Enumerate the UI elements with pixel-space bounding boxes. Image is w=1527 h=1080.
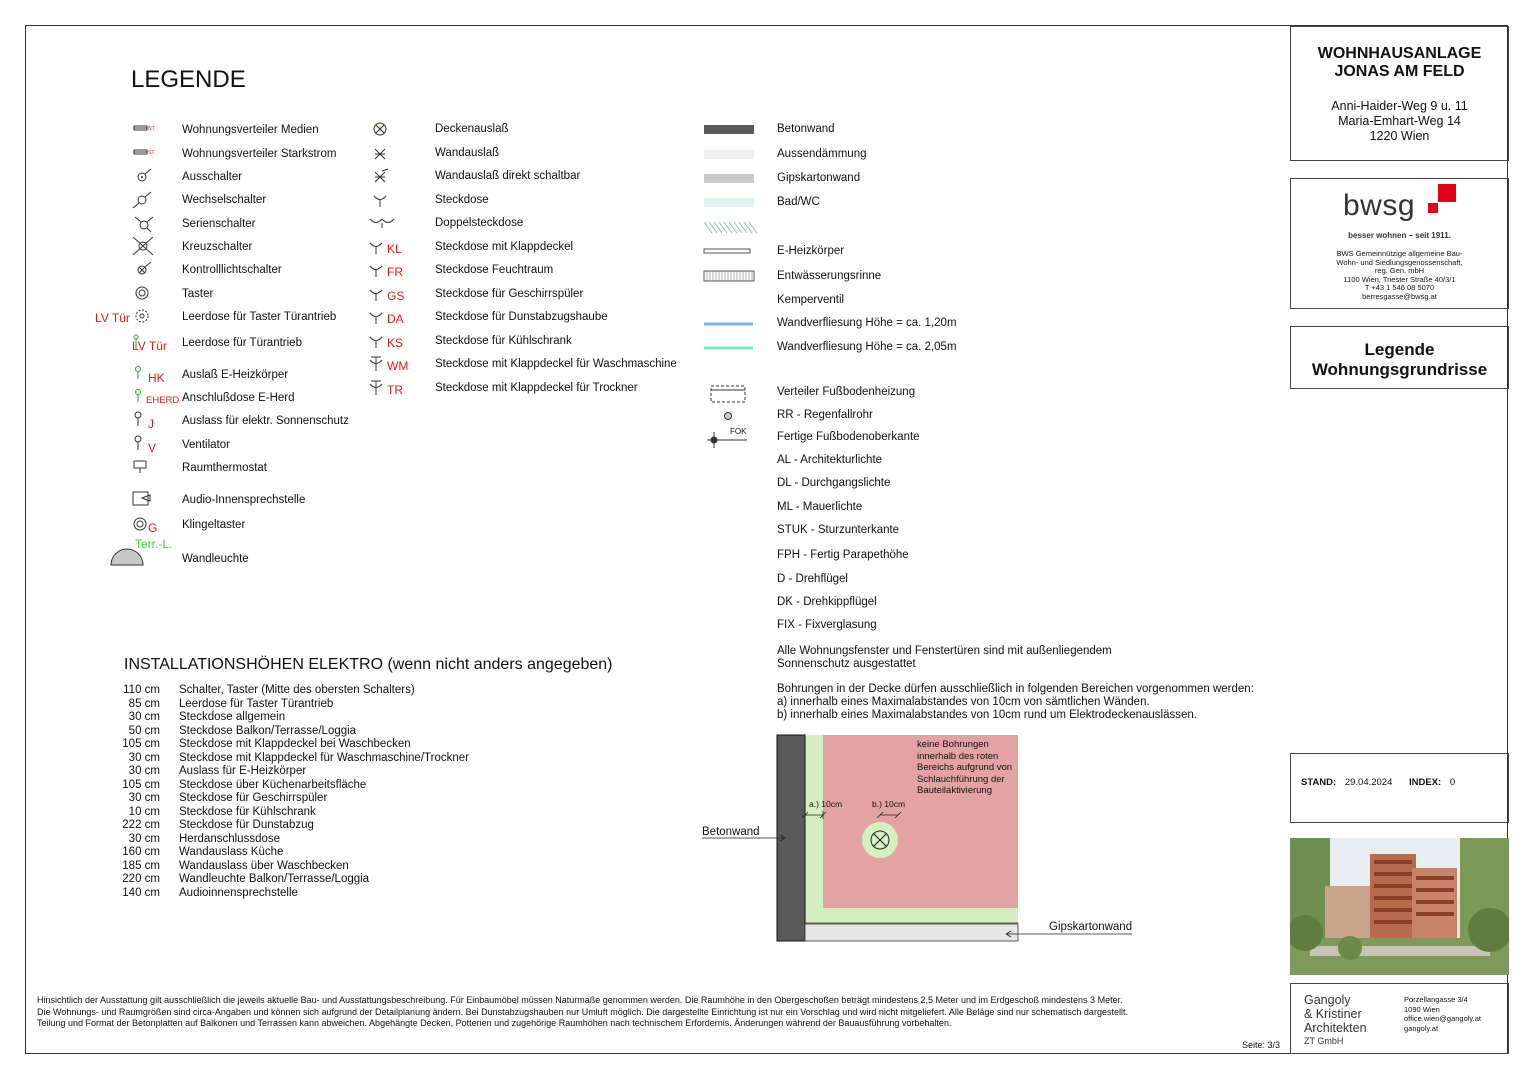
installation-height: 105 cm	[122, 778, 160, 791]
installation-height: 85 cm	[128, 697, 160, 710]
kreuzschalter-icon	[130, 237, 156, 262]
legend-label: Doppelsteckdose	[435, 217, 524, 229]
legend-tag: KS	[387, 335, 404, 350]
legend-label: Steckdose Feuchtraum	[435, 264, 554, 276]
footer-disclaimer	[37, 995, 1128, 1030]
installation-description: Steckdose mit Klappdeckel für Waschmaschine/Trockner	[179, 751, 469, 764]
company-line: 1100 Wien, Triester Straße 40/3/1	[1343, 274, 1456, 284]
company-line: T +43 1 546 08 5070	[1364, 283, 1435, 293]
architect-name: Gangoly	[1304, 993, 1351, 1007]
gipskartonwand-swatch	[703, 171, 757, 196]
legend-label: Kontrolllichtschalter	[182, 264, 282, 276]
legend-label: Steckdose für Dunstabzugshaube	[435, 311, 608, 323]
installation-description: Steckdose für Kühlschrank	[179, 805, 316, 818]
legend-label: Raumthermostat	[182, 462, 268, 474]
legend-tag: WM	[387, 359, 409, 373]
note-line: b) innerhalb eines Maximalabstandes von 10cm rund um Elektrodeckenauslässen.	[777, 709, 1197, 721]
legend-label: E-Heizkörper	[777, 245, 845, 257]
legend-tag: Terr.-L.	[135, 537, 173, 551]
architect-address-line: gangoly.at	[1404, 1023, 1439, 1033]
green-line-icon	[703, 340, 757, 365]
legend-label: DK - Drehkippflügel	[777, 596, 877, 608]
installation-height: 105 cm	[122, 738, 160, 750]
legend-label: Fertige Fußbodenoberkante	[777, 431, 920, 443]
installation-description: Steckdose für Dunstabzug	[179, 819, 314, 831]
note-line: innerhalb des roten	[917, 750, 999, 762]
installation-description: Herdanschlussdose	[179, 832, 281, 845]
architect-address-line: office.wien@gangoly.at	[1404, 1014, 1481, 1023]
raumthermostat-icon	[130, 458, 156, 483]
drawing-title-box	[1290, 326, 1509, 389]
legend-tag: G	[148, 521, 158, 535]
gipskartonwand-callout: Gipskartonwand	[1049, 921, 1133, 933]
dimension-a: a.) 10cm	[809, 799, 843, 809]
architect-address-line: 1090 Wien	[1404, 1004, 1440, 1014]
installation-row	[110, 684, 415, 698]
installation-row	[110, 832, 281, 847]
legend-label: Aussendämmung	[777, 148, 867, 160]
leerdose-taster-icon	[130, 307, 156, 332]
legend-tag: GS	[387, 288, 405, 303]
legend-label: Kreuzschalter	[182, 241, 253, 253]
legend-label: Deckenauslaß	[435, 123, 509, 135]
legend-tag: V	[148, 441, 157, 455]
legend-label: Ausschalter	[182, 171, 243, 183]
installation-description: Leerdose für Taster Türantrieb	[179, 697, 334, 710]
footer-line: Hinsichtlich der Ausstattung gilt ausschließlich die jeweils aktuelle Bau- und Ausstattungsbeschreibung. Für Einbaumöbel müssen Naturmaße genommen werden. Die Raumhöhe in den Obergeschoßen beträgt mindestens 2,5 Meter und im Erdgeschoß mindestens 3 Meter.	[37, 995, 1123, 1005]
wandauslass-icon	[368, 144, 396, 169]
legend-label: Wechselschalter	[182, 194, 267, 206]
stand-box	[1290, 753, 1509, 823]
fok-tag: FOK	[730, 427, 747, 436]
legend-label: Wandauslaß direkt schaltbar	[435, 170, 581, 182]
note-line: keine Bohrungen	[917, 739, 989, 750]
legend-label: Taster	[182, 288, 214, 300]
verteiler-medien-icon	[130, 120, 156, 145]
legend-label: Auslaß E-Heizkörper	[182, 369, 289, 381]
installation-description: Auslass für E-Heizkörper	[179, 765, 307, 777]
architect-name: Architekten	[1304, 1021, 1367, 1035]
installation-height: 160 cm	[122, 846, 160, 858]
architect-name: & Kristiner	[1304, 1007, 1362, 1021]
index-label: INDEX:	[1409, 777, 1442, 788]
drilling-diagram	[700, 734, 1140, 948]
project-box	[1290, 26, 1509, 161]
ausschalter-icon	[130, 167, 156, 192]
hatch-swatch	[703, 220, 757, 245]
installation-description: Wandauslass Küche	[179, 846, 284, 858]
page-number: Seite: 3/3	[1242, 1040, 1281, 1050]
footer-line: Die Wohnungs- und Raumgrößen sind circa-Angaben und können sich aufgrund der Detailplanung ändern. Bei Dunstabzugshauben nur Umluft möglich. Die dargestellte Einrichtung ist nur ein Vorschlag und wird nicht mitgeliefert. Alle Beläge sind nur schematisch dargestellt.	[37, 1006, 1128, 1017]
bwsg-logo: bwsg	[1343, 189, 1416, 222]
steckdose-icon	[368, 191, 396, 216]
project-name: WOHNHAUSANLAGE	[1317, 45, 1482, 62]
legend-label: DL - Durchgangslichte	[777, 477, 891, 489]
entwaesserungsrinne-icon	[703, 269, 757, 294]
installation-row	[110, 765, 307, 779]
index-value: 0	[1449, 777, 1456, 788]
verteiler-starkstrom-icon	[130, 144, 156, 169]
legend-label: Wandverfliesung Höhe = ca. 2,05m	[777, 341, 957, 353]
installation-description: Steckdose Balkon/Terrasse/Loggia	[179, 724, 357, 737]
legend-label: Wandauslaß	[435, 146, 500, 159]
installation-height: 185 cm	[122, 859, 160, 872]
e-heizkoerper-icon	[703, 244, 757, 269]
legend-label: Betonwand	[777, 123, 835, 135]
legend-label: Steckdose für Geschirrspüler	[435, 287, 584, 300]
bad-wc-swatch	[703, 195, 757, 220]
note-line: a) innerhalb eines Maximalabstandes von 10cm von sämtlichen Wänden.	[777, 696, 1150, 708]
legend-label: Bad/WC	[777, 196, 820, 208]
architect-name: ZT GmbH	[1304, 1036, 1344, 1046]
note-line: Bohrungen in der Decke dürfen ausschließlich in folgenden Bereichen vorgenommen werden:	[777, 683, 1254, 695]
installation-description: Schalter, Taster (Mitte des obersten Schalters)	[179, 684, 415, 696]
note-line: Alle Wohnungsfenster und Fenstertüren sind mit außenliegendem	[777, 645, 1112, 657]
installation-height: 50 cm	[128, 724, 160, 737]
installation-height: 140 cm	[122, 886, 160, 899]
red-zone-note	[917, 739, 1012, 797]
installation-height: 30 cm	[128, 751, 160, 764]
project-name: JONAS AM FELD	[1334, 63, 1465, 80]
installation-row	[110, 846, 284, 860]
installation-description: Audioinnensprechstelle	[179, 886, 298, 899]
legend-tag: LV Tür	[95, 311, 130, 325]
legend-label: FPH - Fertig Parapethöhe	[777, 549, 909, 561]
legend-label: Verteiler Fußbodenheizung	[777, 386, 916, 398]
audio-innensprechstelle-icon	[130, 490, 156, 515]
legend-tag: TR	[387, 382, 403, 397]
legend-tag: HK	[148, 371, 165, 385]
architect-address-line: Porzellangasse 3/4	[1404, 995, 1468, 1004]
client-box	[1290, 178, 1509, 309]
legend-title: LEGENDE	[131, 66, 246, 93]
installation-description: Wandleuchte Balkon/Terrasse/Loggia	[179, 873, 370, 885]
legend-label: Leerdose für Taster Türantrieb	[182, 311, 337, 323]
installation-description: Steckdose allgemein	[179, 711, 286, 723]
legend-tag: FR	[387, 265, 403, 279]
betonwand-callout: Betonwand	[702, 826, 760, 838]
aussendaemmung-swatch	[703, 147, 757, 172]
company-line: berresgasse@bwsg.at	[1362, 291, 1437, 301]
legend-tag: J	[148, 417, 154, 431]
installation-height: 30 cm	[128, 792, 160, 804]
serienschalter-icon	[130, 214, 156, 239]
installation-row	[110, 805, 316, 820]
installation-row	[110, 873, 370, 887]
betonwand-swatch	[703, 122, 757, 147]
legend-label: Steckdose mit Klappdeckel für Trockner	[435, 381, 638, 394]
address-line: Maria-Emhart-Weg 14	[1338, 114, 1461, 128]
legend-label: Steckdose mit Klappdeckel	[435, 240, 574, 253]
dimension-b: b.) 10cm	[872, 799, 906, 809]
installation-description: Steckdose für Geschirrspüler	[179, 792, 328, 804]
legend-label: Kemperventil	[777, 294, 845, 306]
installation-heading: INSTALLATIONSHÖHEN ELEKTRO (wenn nicht anders angegeben)	[124, 656, 613, 673]
legend-label: Serienschalter	[182, 218, 256, 230]
installation-height: 222 cm	[122, 819, 160, 831]
legend-tag: EHERD	[146, 395, 180, 406]
legend-label: Wandverfliesung Höhe = ca. 1,20m	[777, 317, 957, 329]
legend-label: Steckdose für Kühlschrank	[435, 334, 572, 347]
taster-icon	[130, 284, 156, 309]
legend-label: FIX - Fixverglasung	[777, 619, 877, 631]
legend-label: Wohnungsverteiler Medien	[182, 124, 319, 136]
installation-row	[110, 711, 286, 725]
legend-label: ML - Mauerlichte	[777, 501, 863, 513]
legend-label: Gipskartonwand	[777, 172, 861, 184]
svg-text:ST: ST	[148, 150, 155, 156]
legend-label: Steckdose mit Klappdeckel für Waschmaschine	[435, 358, 677, 370]
legend-label: AL - Architekturlichte	[777, 454, 883, 466]
company-line: BWS Gemeinnützige allgemeine Bau-	[1336, 249, 1463, 258]
installation-row	[110, 778, 367, 793]
legend-label: STUK - Sturzunterkante	[777, 524, 900, 536]
installation-description: Wandauslass über Waschbecken	[179, 859, 349, 872]
installation-row	[110, 751, 469, 766]
legend-tag: LV Tür	[132, 339, 167, 353]
legend-tag: KL	[387, 241, 402, 256]
bwsg-slogan: besser wohnen – seit 1911.	[1348, 231, 1451, 240]
wandauslass-schaltbar-icon	[368, 167, 396, 192]
drawing-title: Legende	[1364, 340, 1435, 359]
installation-row	[110, 886, 298, 901]
company-line: Wohn- und Siedlungsgenossenschaft,	[1336, 257, 1463, 267]
verteiler-fussbodenheizung-icon	[703, 385, 757, 410]
installation-row	[110, 819, 314, 833]
legend-label: Audio-Innensprechstelle	[182, 494, 306, 506]
legend-tag: DA	[387, 312, 404, 326]
installation-description: Steckdose über Küchenarbeitsfläche	[179, 778, 367, 791]
address-line: 1220 Wien	[1369, 129, 1430, 143]
stand-value: 29.04.2024	[1344, 777, 1393, 788]
company-line: reg. Gen. mbH	[1374, 266, 1425, 276]
architect-box	[1290, 983, 1509, 1054]
note-line: Bereichs aufgrund von	[917, 762, 1013, 773]
note-line: Schlauchführung der	[917, 773, 1005, 785]
installation-row	[110, 724, 357, 739]
footer-line: Teilung und Format der Betonplatten auf Balkonen und Terrassen kann abweichen. Abgehängte Decken, Potterien und zugehörige Raumhöhen nach technischem Erfordernis. Änderungen während der Bauausführung vorbehalten.	[37, 1018, 952, 1028]
legend-label: Leerdose für Türantrieb	[182, 337, 302, 349]
legend-label: Wohnungsverteiler Starkstrom	[182, 148, 337, 160]
installation-height: 110 cm	[123, 684, 160, 696]
legend-label: Steckdose	[435, 193, 489, 206]
bwsg-logo-squares	[1423, 183, 1459, 217]
deckenauslass-icon	[368, 120, 396, 145]
stand-label: STAND:	[1301, 777, 1337, 788]
legend-label: Ventilator	[182, 439, 230, 451]
wechselschalter-icon	[130, 190, 156, 215]
installation-description: Steckdose mit Klappdeckel bei Waschbecken	[179, 738, 411, 750]
sonnenschutz-note	[777, 645, 1112, 671]
blue-line-icon	[703, 316, 757, 341]
legend-label: Klingeltaster	[182, 519, 246, 531]
note-line: Bauteilaktivierung	[917, 785, 992, 796]
installation-height: 10 cm	[128, 805, 160, 818]
rendering-image	[1290, 838, 1509, 975]
bohrungen-note	[777, 683, 1254, 722]
installation-row	[110, 738, 411, 752]
installation-row	[110, 697, 334, 712]
kontrolllichtschalter-icon	[130, 260, 156, 285]
legend-label: Anschlußdose E-Herd	[182, 392, 295, 404]
note-line: Sonnenschutz ausgestattet	[777, 658, 916, 670]
installation-row	[110, 792, 328, 806]
installation-height: 220 cm	[122, 873, 160, 885]
legend-label: Auslass für elektr. Sonnenschutz	[182, 415, 349, 427]
legend-label: Wandleuchte	[182, 553, 249, 565]
installation-height: 30 cm	[128, 765, 160, 777]
installation-row	[110, 859, 349, 874]
legend-label: Entwässerungsrinne	[777, 270, 882, 282]
installation-height: 30 cm	[128, 711, 160, 723]
address-line: Anni-Haider-Weg 9 u. 11	[1331, 99, 1468, 113]
legend-label: D - Drehflügel	[777, 573, 848, 585]
drawing-title: Wohnungsgrundrisse	[1311, 360, 1488, 379]
installation-height: 30 cm	[128, 832, 160, 845]
legend-label: RR - Regenfallrohr	[777, 409, 873, 421]
svg-text:NT: NT	[148, 126, 155, 132]
doppelsteckdose-icon	[368, 214, 396, 239]
